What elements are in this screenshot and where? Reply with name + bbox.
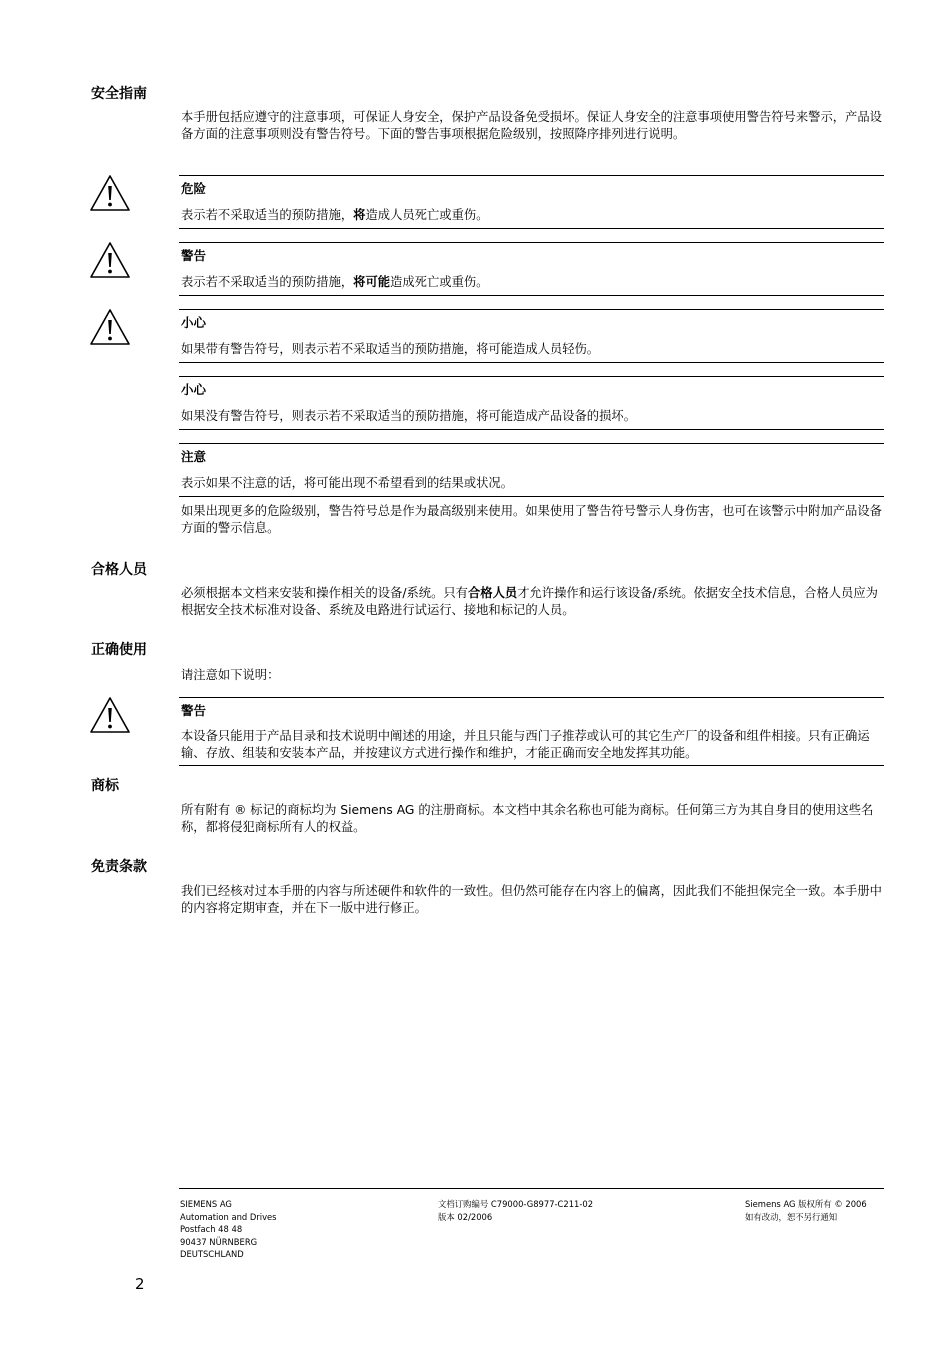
footer-order-info	[438, 1198, 593, 1223]
caution-nosymbol-top-rule	[179, 376, 884, 377]
warning-title: 警告	[181, 248, 207, 263]
heading-correct-use: 正确使用	[91, 642, 147, 658]
warning-triangle-icon	[89, 174, 131, 212]
warning-text: 表示若不采取适当的预防措施，将可能造成死亡或重伤。	[181, 275, 489, 289]
correct-use-warning-text: 本设备只能用于产品目录和技术说明中阐述的用途，并且只能与西门子推荐或认可的其它生产厂的设备和组件相接。只有正确运输、存放、组装和安装本产品，并按建议方式进行操作和维护，才能正确而安全地发挥其功能。	[181, 729, 870, 760]
correct-use-intro: 请注意如下说明：	[181, 668, 280, 682]
correct-use-warning-bottom-rule	[179, 765, 884, 766]
warning-bottom-rule	[179, 295, 884, 296]
footer-copyright-line: Siemens AG 版权所有 © 2006	[745, 1199, 867, 1209]
danger-title: 危险	[181, 181, 207, 196]
footer-address-line: Postfach 48 48	[180, 1224, 243, 1234]
footer-address-line: SIEMENS AG	[180, 1199, 232, 1209]
warning-triangle-icon	[89, 696, 131, 734]
caution-nosymbol-text: 如果没有警告符号，则表示若不采取适当的预防措施，将可能造成产品设备的损坏。	[181, 409, 636, 423]
footer-copyright	[745, 1198, 867, 1223]
footer-copyright-note: 如有改动，恕不另行通知	[745, 1211, 838, 1222]
correct-use-warning-title: 警告	[181, 703, 207, 718]
notice-title: 注意	[181, 449, 207, 464]
heading-safety: 安全指南	[91, 86, 147, 102]
caution-nosymbol-title: 小心	[181, 382, 207, 397]
footer-rule	[179, 1188, 884, 1189]
footer-order-number: 文档订购编号 C79000-G8977-C211-02	[438, 1199, 594, 1209]
heading-trademarks: 商标	[91, 778, 119, 794]
multi-level-note: 如果出现更多的危险级别，警告符号总是作为最高级别来使用。如果使用了警告符号警示人身伤害，也可在该警示中附加产品设备方面的警示信息。	[181, 504, 882, 535]
footer-edition: 版本 02/2006	[438, 1211, 493, 1222]
footer-address-line: 90437 NÜRNBERG	[180, 1236, 258, 1247]
warning-top-rule	[179, 242, 884, 243]
trademarks-text: 所有附有 ® 标记的商标均为 Siemens AG 的注册商标。本文档中其余名称也可能为商标。任何第三方为其自身目的使用这些名称，都将侵犯商标所有人的权益。	[181, 803, 874, 834]
footer-address-line: DEUTSCHLAND	[180, 1249, 244, 1259]
footer-address-line: Automation and Drives	[180, 1211, 277, 1222]
warning-triangle-icon	[89, 308, 131, 346]
danger-text: 表示若不采取适当的预防措施，将造成人员死亡或重伤。	[181, 208, 489, 222]
caution-symbol-text: 如果带有警告符号，则表示若不采取适当的预防措施，将可能造成人员轻伤。	[181, 342, 600, 356]
caution-symbol-top-rule	[179, 309, 884, 310]
heading-disclaimer: 免责条款	[91, 859, 147, 875]
heading-qualified-personnel: 合格人员	[91, 562, 147, 578]
danger-top-rule	[179, 175, 884, 176]
warning-triangle-icon	[89, 241, 131, 279]
notice-text: 表示如果不注意的话，将可能出现不希望看到的结果或状况。	[181, 476, 514, 490]
caution-nosymbol-bottom-rule	[179, 429, 884, 430]
footer-address	[180, 1198, 277, 1261]
qualified-text: 必须根据本文档来安装和操作相关的设备/系统。只有合格人员才允许操作和运行该设备/系统。依据安全技术信息，合格人员应为根据安全技术标准对设备、系统及电路进行试运行、接地和标记的人员。	[181, 586, 878, 617]
disclaimer-text: 我们已经核对过本手册的内容与所述硬件和软件的一致性。但仍然可能存在内容上的偏离，因此我们不能担保完全一致。本手册中的内容将定期审查，并在下一版中进行修正。	[181, 884, 882, 915]
notice-bottom-rule	[179, 496, 884, 497]
notice-top-rule	[179, 443, 884, 444]
caution-symbol-title: 小心	[181, 315, 207, 330]
caution-symbol-bottom-rule	[179, 362, 884, 363]
safety-intro: 本手册包括应遵守的注意事项，可保证人身安全，保护产品设备免受损坏。保证人身安全的注意事项使用警告符号来警示，产品设备方面的注意事项则没有警告符号。下面的警告事项根据危险级别，按照降序排列进行说明。	[181, 110, 882, 141]
page-number: 2	[135, 1275, 145, 1293]
danger-bottom-rule	[179, 228, 884, 229]
correct-use-warning-top-rule	[179, 697, 884, 698]
